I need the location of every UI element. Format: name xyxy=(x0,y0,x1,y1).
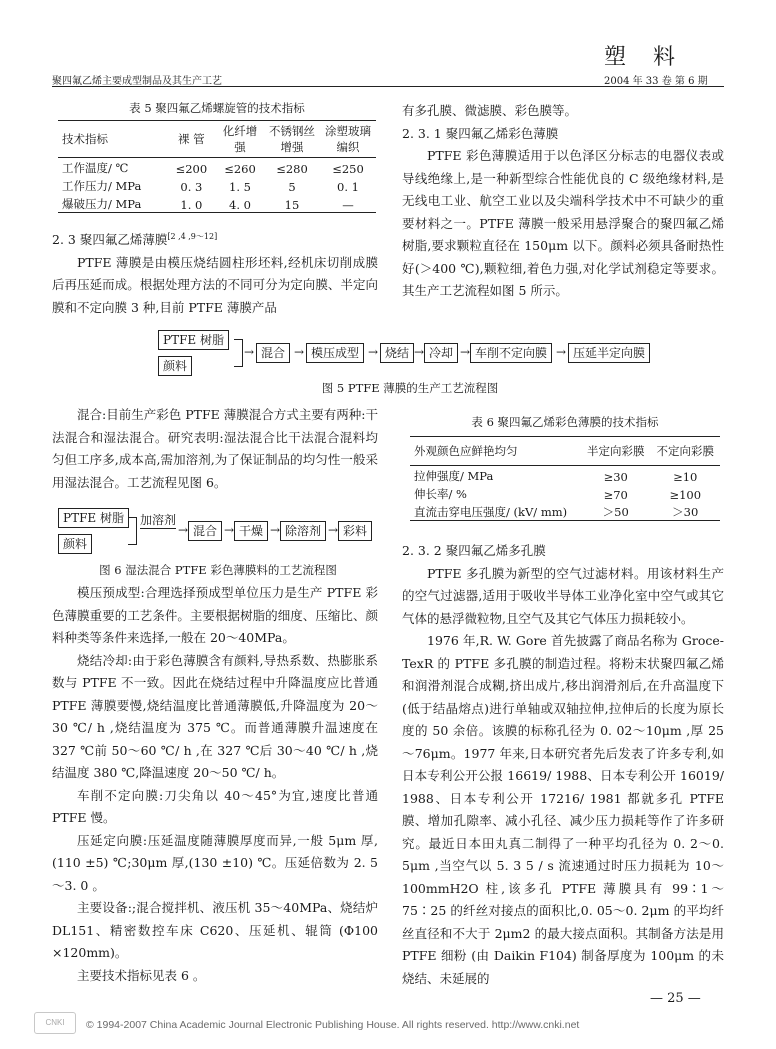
paragraph: 1976 年,R. W. Gore 首先披露了商品名称为 Groce-TexR 的 PTFE 多孔膜的制造过程。将粉末状聚四氟乙烯和润滑剂混合成糊,挤出成片,移出润滑剂后,在升高温度下(低于结晶熔点)进行单轴或双轴拉伸,拉伸后的长度为原长度的 50 余倍。该膜的标称孔径为 0. 02～10μm ,厚 25～76μm。1977 年来,日本研究者先后发表了许多专利,如日本专利公开公报 16619/ 1988、日本专利公开 16019/ 1988、日本专利公开 17216/ 1981 都就多孔 PTFE 膜、增加孔隙率、减小孔径、减少压力损耗等作了许多研究。最近日本田丸真二制得了一种平均孔径为 0. 2～0. 5μm ,当空气以 5. 3 5 / s 流速通过时压力损耗为 10～100mmH2O 柱,该多孔 PTFE 薄膜具有 99∶1～75∶25 的纤丝对接点的面积比,0. 05～0. 2μm 的平均纤丝直径和不大于 2μm2 的最大接点面积。其制备方法是用 PTFE 细粉 (由 Daikin F104) 制备厚度为 100μm 的未烧结、未延展的 xyxy=(402,633,724,986)
flow-step-color-mix: 彩料 xyxy=(338,521,372,541)
table-cell: 1. 5 xyxy=(229,180,251,194)
publisher-logo: CNKI xyxy=(34,1012,76,1034)
table-cell: ＞30 xyxy=(672,505,699,519)
table-6-header-0: 外观颜色应鲜艳均匀 xyxy=(414,444,518,458)
arrow-icon: → xyxy=(294,345,305,359)
table-cell: ≥100 xyxy=(669,488,702,502)
table-6-title: 表 6 聚四氟乙烯彩色薄膜的技术指标 xyxy=(471,415,659,429)
arrow-icon: → xyxy=(556,345,567,359)
table-cell: ≥30 xyxy=(603,470,628,484)
table-cell: ≤200 xyxy=(175,162,208,176)
flow-solvent-label: 加溶剂 xyxy=(140,513,177,527)
table-row xyxy=(410,484,720,502)
table-5-header-3: 不锈钢丝增强 xyxy=(269,124,315,154)
table-cell: 5 xyxy=(288,180,296,194)
table-5-header-0: 技术指标 xyxy=(62,132,108,146)
paragraph: 压延定向膜:压延温度随薄膜厚度而异,一般 5μm 厚,(110 ±5) ℃;30μm 厚,(130 ±10) ℃。压延倍数为 2. 5～3. 0 。 xyxy=(52,832,378,893)
figure-5-caption: 图 5 PTFE 薄膜的生产工艺流程图 xyxy=(321,381,499,395)
figure-5 xyxy=(158,330,662,400)
table-row xyxy=(58,158,376,177)
header-rule xyxy=(52,86,724,87)
table-cell: 爆破压力/ MPa xyxy=(62,197,142,211)
table-6 xyxy=(410,414,720,521)
arrow-icon: → xyxy=(414,345,425,359)
table-cell: 工作压力/ MPa xyxy=(62,179,142,193)
flow-step-dry: 干燥 xyxy=(234,521,268,541)
section-heading: 2. 3 聚四氟乙烯薄膜[2 ,4 ,9～12] xyxy=(52,232,218,248)
arrow-icon: → xyxy=(178,523,189,537)
flow-step-remove-solvent: 除溶剂 xyxy=(280,521,326,541)
table-5-title: 表 5 聚四氟乙烯螺旋管的技术指标 xyxy=(129,101,305,115)
table-row xyxy=(410,502,720,521)
section-2-3-2 xyxy=(402,540,724,990)
table-cell: 1. 0 xyxy=(180,198,203,212)
table-cell: 工作温度/ ℃ xyxy=(62,161,129,175)
figure-6 xyxy=(58,508,378,578)
arrow-icon: → xyxy=(224,523,235,537)
paragraph: PTFE 彩色薄膜适用于以色泽区分标志的电器仪表或导线绝缘上,是一种新型综合性能优良的 C 级绝缘材料,是无线电工业、航空工业以及尖端科学技术中不可缺少的重要材料之一。PTFE 薄膜一般采用悬浮聚合的聚四氟乙烯树脂,要求颗粒直径在 150μm 以下。颜料必须具备耐热性好(＞400 ℃),颗粒细,着色力强,对化学试剂稳定等要求。其生产工艺流程如图 5 所示。 xyxy=(402,148,724,298)
arrow-icon: → xyxy=(368,345,379,359)
table-5 xyxy=(58,100,376,213)
section-heading: 2. 3. 2 聚四氟乙烯多孔膜 xyxy=(402,543,546,558)
table-cell: 伸长率/ % xyxy=(414,487,467,501)
section-mixing xyxy=(52,404,378,494)
flow-input-resin: PTFE 树脂 xyxy=(158,330,229,350)
table-cell: ＞50 xyxy=(602,505,629,519)
section-2-3 xyxy=(52,226,378,319)
flow-input-pigment: 颜料 xyxy=(158,356,192,376)
flow-step-mix: 混合 xyxy=(256,343,290,363)
table-cell: ≥10 xyxy=(673,470,698,484)
page-number: — 25 — xyxy=(650,991,701,1006)
table-6-header-1: 半定向彩膜 xyxy=(586,444,645,458)
paragraph: 主要设备:;混合搅拌机、液压机 35～40MPa、烧结炉 DL151、精密数控车床 C620、压延机、辊筒 (Φ100 ×120mm)。 xyxy=(52,900,378,960)
paragraph: PTFE 薄膜是由模压烧结圆柱形坯料,经机床切削成膜后再压延而成。根据处理方法的不同可分为定向膜、半定向膜和不定向膜 3 种,目前 PTFE 薄膜产品 xyxy=(52,254,378,315)
flow-input-resin: PTFE 树脂 xyxy=(58,508,129,528)
table-6-header-2: 不定向彩膜 xyxy=(656,444,714,458)
flow-step-cool: 冷却 xyxy=(424,343,458,363)
flow-bracket xyxy=(128,517,137,545)
table-cell: 0. 1 xyxy=(337,180,359,194)
arrow-icon: → xyxy=(328,523,339,537)
table-row xyxy=(58,194,376,213)
flow-step-molding: 模压成型 xyxy=(306,343,364,363)
figure-6-caption: 图 6 湿法混合 PTFE 彩色薄膜料的工艺流程图 xyxy=(99,563,337,577)
table-cell: 拉伸强度/ MPa xyxy=(414,469,494,483)
arrow-icon: → xyxy=(270,523,281,537)
paragraph: 烧结冷却:由于彩色薄膜含有颜料,导热系数、热膨胀系数与 PTFE 不一致。因此在烧结过程中升降温度应比普通 PTFE 薄膜要慢,烧结温度比普通薄膜低,升降温度为 20～30 ℃/ h ,烧结温度为 375 ℃。而普通薄膜升温速度在 327 ℃前 50～60 ℃/ h ,在 327 ℃后 30～40 ℃/ h ,烧结温度 380 ℃,降温速度 20～50 ℃/ h。 xyxy=(52,652,378,780)
table-cell: 15 xyxy=(284,198,300,212)
section-process xyxy=(52,582,378,987)
flow-step-mix: 混合 xyxy=(188,521,222,541)
table-cell: ≤280 xyxy=(276,162,308,176)
table-5-header-4: 涂塑玻璃编织 xyxy=(325,124,371,154)
paragraph: 主要技术指标见表 6 。 xyxy=(77,967,206,983)
table-cell: 直流击穿电压强度/ (kV/ mm) xyxy=(414,505,568,519)
arrow-icon: → xyxy=(244,345,255,359)
copyright-line: © 1994-2007 China Academic Journal Electronic Publishing House. All rights reserved. http://www.cnki.net xyxy=(86,1019,580,1031)
paragraph: 车削不定向膜:刀尖角以 40～45°为宜,速度比普通 PTFE 慢。 xyxy=(52,787,378,825)
flow-bracket xyxy=(234,339,243,367)
issue-info: 2004 年 33 卷 第 6 期 xyxy=(604,76,708,87)
flow-input-pigment: 颜料 xyxy=(58,534,92,554)
arrow-icon: → xyxy=(460,345,471,359)
table-cell: 0. 3 xyxy=(180,180,203,194)
table-cell: — xyxy=(342,198,354,212)
paragraph: PTFE 多孔膜为新型的空气过滤材料。用该材料生产的空气过滤器,适用于吸收半导体工业净化室中空气或其它气体的悬浮微粒物,且空气及其它气体压力损耗较小。 xyxy=(402,565,724,626)
paragraph: 有多孔膜、微滤膜、彩色膜等。 xyxy=(402,103,578,118)
paragraph: 模压预成型:合理选择预成型单位压力是生产 PTFE 彩色薄膜重要的工艺条件。主要根据树脂的细度、压缩比、颜料种类等条件来选择,一般在 20～40MPa。 xyxy=(52,585,378,645)
table-5-header-1: 裸 管 xyxy=(178,132,205,146)
table-row xyxy=(58,176,376,194)
flow-step-sinter: 烧结 xyxy=(380,343,414,363)
flow-step-calender: 压延半定向膜 xyxy=(568,343,650,363)
section-2-3-1 xyxy=(402,100,724,303)
journal-name: 塑 料 xyxy=(604,45,685,70)
table-cell: ≥70 xyxy=(603,488,628,502)
paragraph: 混合:目前生产彩色 PTFE 薄膜混合方式主要有两种:干法混合和湿法混合。研究表明:湿法混合比干法混合混料均匀但工序多,成本高,需加溶剂,为了保证制品的均匀性一般采用湿法混合。工艺流程见图 6。 xyxy=(52,407,378,490)
table-cell: ≤250 xyxy=(332,162,364,176)
section-heading: 2. 3. 1 聚四氟乙烯彩色薄膜 xyxy=(402,125,559,141)
table-row xyxy=(410,466,720,485)
table-5-header-2: 化纤增强 xyxy=(222,124,258,154)
table-cell: ≤260 xyxy=(224,162,256,176)
flow-step-turning: 车削不定向膜 xyxy=(470,343,552,363)
table-cell: 4. 0 xyxy=(229,198,251,212)
running-title: 聚四氟乙烯主要成型制品及其生产工艺 xyxy=(52,76,222,87)
